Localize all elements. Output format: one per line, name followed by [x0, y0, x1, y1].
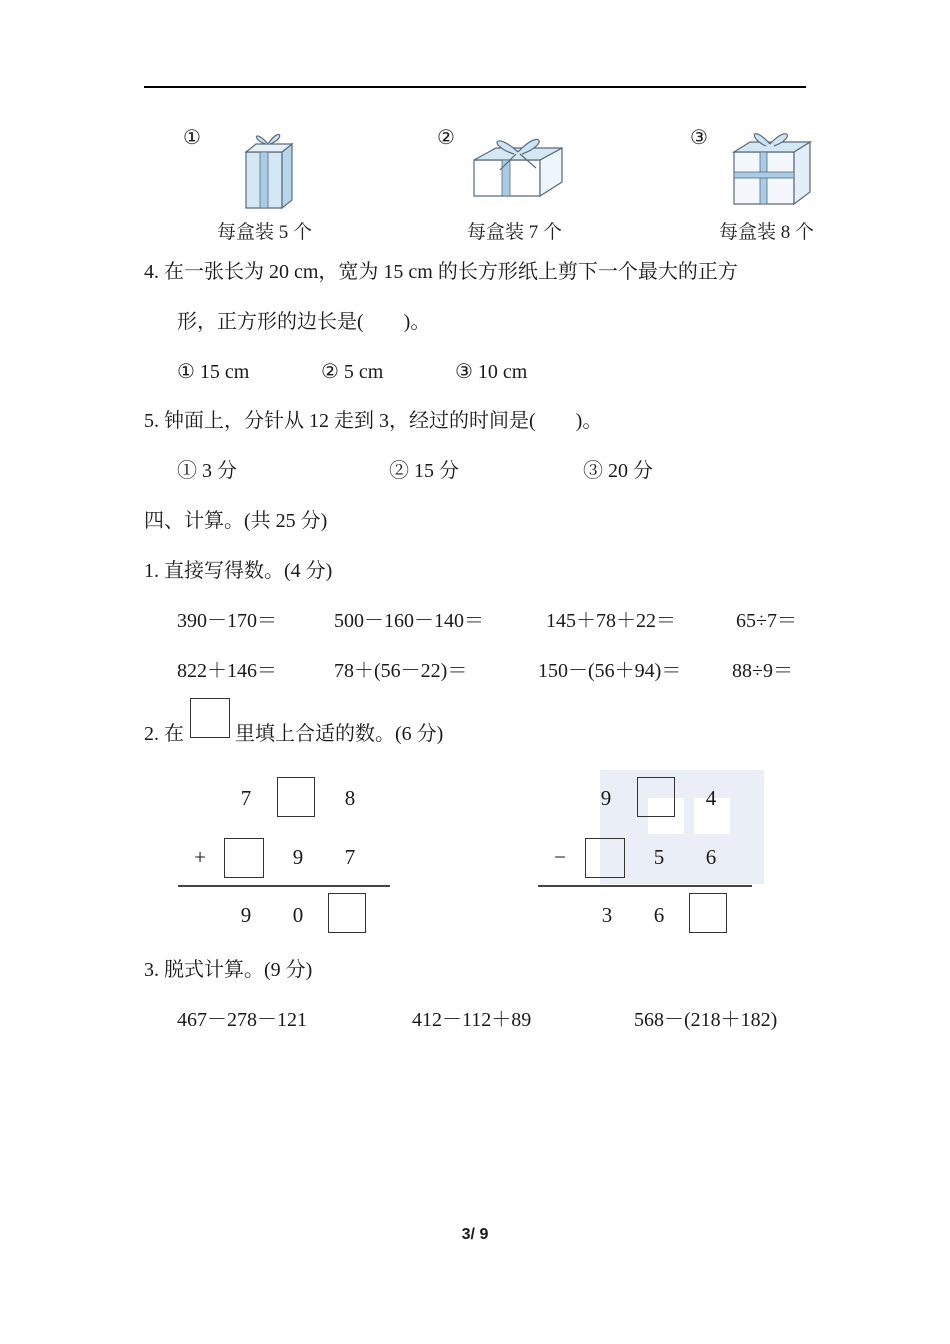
- calc-2-3: 150－(56＋94)＝: [538, 660, 682, 682]
- add-blank-r1-tens[interactable]: [277, 777, 315, 817]
- sub-minus-sign: −: [554, 845, 566, 869]
- add-r3-tens: 0: [292, 903, 304, 927]
- page-number: 3/ 9: [461, 1226, 489, 1243]
- sub-blank-r1-tens[interactable]: [637, 777, 675, 817]
- sub-r3-hundreds: 3: [601, 903, 613, 927]
- calc-2-1: 822＋146＝: [177, 660, 277, 682]
- answer-box-example: [190, 698, 230, 738]
- gift-2-number: ②: [437, 127, 455, 149]
- sub-r1-hundreds: 9: [600, 786, 612, 810]
- gift-box-tall-icon: [240, 122, 296, 212]
- gift-box-wide-icon: [470, 124, 566, 200]
- gift-3-number: ③: [690, 127, 708, 149]
- add-r2-tens: 9: [292, 845, 304, 869]
- add-blank-r3-ones[interactable]: [328, 893, 366, 933]
- part-1-title: 1. 直接写得数。(4 分): [144, 560, 333, 582]
- add-r3-hundreds: 9: [240, 903, 252, 927]
- sub-difference-line: [538, 885, 752, 887]
- q4-option-1: ① 15 cm: [177, 361, 250, 383]
- sub-r2-tens: 5: [653, 845, 665, 869]
- expr-1: 467－278－121: [177, 1009, 307, 1031]
- add-sum-line: [178, 885, 390, 887]
- sub-blank-r3-ones[interactable]: [689, 893, 727, 933]
- expr-3: 568－(218＋182): [634, 1009, 778, 1031]
- add-r2-ones: 7: [344, 845, 356, 869]
- q4-line1: 4. 在一张长为 20 cm，宽为 15 cm 的长方形纸上剪下一个最大的正方: [144, 261, 738, 283]
- q5-option-3: ③ 20 分: [583, 460, 653, 482]
- gift-1-label: 每盒装 5 个: [217, 222, 313, 243]
- add-r1-ones: 8: [344, 786, 356, 810]
- calc-2-2: 78＋(56－22)＝: [334, 660, 468, 682]
- sub-r3-tens: 6: [653, 903, 665, 927]
- gift-1-number: ①: [183, 127, 201, 149]
- q5-option-2: ② 15 分: [389, 460, 459, 482]
- header-rule: [144, 86, 806, 88]
- calc-1-1: 390－170＝: [177, 610, 277, 632]
- add-r1-hundreds: 7: [240, 786, 252, 810]
- add-blank-r2-hundreds[interactable]: [224, 838, 264, 878]
- q5-line1: 5. 钟面上，分针从 12 走到 3，经过的时间是( )。: [144, 410, 603, 432]
- calc-1-2: 500－160－140＝: [334, 610, 484, 632]
- calc-1-4: 65÷7＝: [736, 610, 797, 632]
- sub-r1-ones: 4: [705, 786, 717, 810]
- gift-box-cube-icon: [730, 122, 814, 208]
- expr-2: 412－112＋89: [412, 1009, 532, 1031]
- q5-option-1: ① 3 分: [177, 460, 237, 482]
- part-3-title: 3. 脱式计算。(9 分): [144, 959, 313, 981]
- sub-r2-ones: 6: [705, 845, 717, 869]
- add-plus-sign: +: [194, 845, 206, 869]
- part-2-title-before: 2. 在: [144, 723, 184, 745]
- gift-3-label: 每盒装 8 个: [719, 222, 815, 243]
- q4-line2: 形，正方形的边长是( )。: [177, 311, 431, 333]
- calc-2-4: 88÷9＝: [732, 660, 793, 682]
- q4-option-2: ② 5 cm: [321, 361, 384, 383]
- section-4-title: 四、计算。(共 25 分): [144, 510, 328, 532]
- q4-option-3: ③ 10 cm: [455, 361, 528, 383]
- part-2-title-after: 里填上合适的数。(6 分): [235, 723, 444, 745]
- calc-1-3: 145＋78＋22＝: [546, 610, 676, 632]
- gift-2-label: 每盒装 7 个: [467, 222, 563, 243]
- sub-blank-r2-hundreds[interactable]: [585, 838, 625, 878]
